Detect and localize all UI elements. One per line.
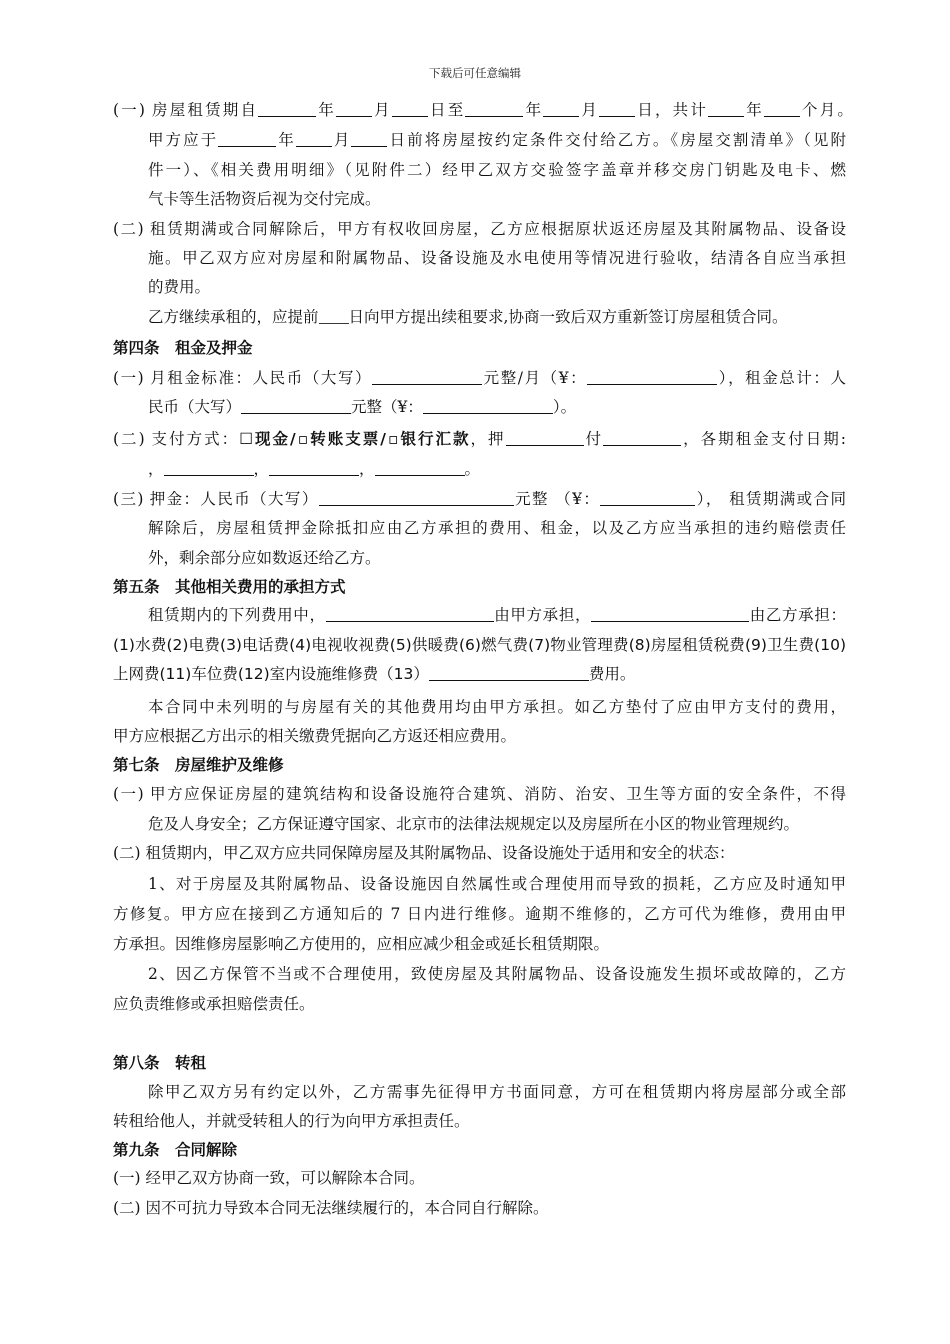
- text-segment: 第九条 合同解除: [113, 1141, 238, 1159]
- text-line: [113, 904, 846, 924]
- text-segment: 解除后，房屋租赁押金除抵扣应由乙方承担的费用、租金，以及乙方应当承担的违约赔偿责任: [148, 519, 846, 537]
- text-segment: ，: [148, 460, 164, 478]
- text-segment: 月: [371, 101, 392, 119]
- fill-in-blank[interactable]: [764, 100, 800, 117]
- section-heading: [113, 755, 284, 775]
- payment-options-text: ☐现金/▫转账支票/▫银行汇款: [239, 430, 471, 448]
- text-segment: 日至: [427, 101, 466, 119]
- fill-in-blank[interactable]: [506, 429, 584, 446]
- page-header: 下载后可任意编辑: [429, 66, 521, 80]
- text-line: [148, 518, 846, 538]
- fill-in-blank[interactable]: [375, 459, 465, 476]
- text-segment: (二) 租赁期内，甲乙双方应共同保障房屋及其附属物品、设备设施处于适用和安全的状态：: [113, 844, 735, 862]
- text-segment: 日向甲方提出续租要求,协商一致后双方重新签订房屋租赁合同。: [348, 308, 788, 326]
- fill-in-blank[interactable]: [351, 130, 387, 147]
- text-line: [113, 994, 315, 1014]
- text-line: [113, 635, 846, 655]
- text-line: [113, 843, 735, 863]
- text-segment: 甲方应根据乙方出示的相关缴费凭据向乙方返还相应费用。: [113, 727, 517, 745]
- text-segment: ，押: [470, 430, 506, 448]
- section-heading: [113, 1053, 206, 1073]
- text-segment: 月: [579, 101, 600, 119]
- text-line: [113, 368, 846, 388]
- fill-in-blank[interactable]: [269, 459, 359, 476]
- text-segment: 月: [331, 131, 352, 149]
- text-segment: 上网费(11)车位费(12)室内设施维修费（13）: [113, 665, 429, 683]
- text-segment: 年: [316, 101, 336, 119]
- text-line: [148, 964, 846, 984]
- fill-in-blank[interactable]: [241, 397, 351, 414]
- fill-in-blank[interactable]: [543, 100, 579, 117]
- text-segment: (一) 甲方应保证房屋的建筑结构和设备设施符合建筑、消防、治安、卫生等方面的安全条件，不得: [113, 785, 846, 803]
- fill-in-blank[interactable]: [600, 489, 695, 506]
- fill-in-blank[interactable]: [218, 130, 276, 147]
- fill-in-blank[interactable]: [319, 489, 514, 506]
- text-line: [113, 1168, 425, 1188]
- text-segment: 危及人身安全；乙方保证遵守国家、北京市的法律法规规定以及房屋所在小区的物业管理规约。: [148, 815, 800, 833]
- text-segment: 方修复。甲方应在接到乙方通知后的 7 日内进行维修。逾期不维修的，乙方可代为维修，费用由甲: [113, 905, 846, 923]
- text-segment: 费用。: [588, 665, 636, 683]
- text-line: [113, 726, 516, 746]
- fill-in-blank[interactable]: [392, 100, 428, 117]
- text-segment: (一) 经甲乙双方协商一致，可以解除本合同。: [113, 1169, 425, 1187]
- text-line: [113, 219, 846, 239]
- text-segment: (二) 租赁期满或合同解除后，甲方有权收回房屋，乙方应根据原状返还房屋及其附属物品、设备设: [113, 220, 846, 238]
- text-segment: 施。甲乙双方应对房屋和附属物品、设备设施及水电使用等情况进行验收，结清各自应当承担: [148, 249, 846, 267]
- text-segment: 日前将房屋按约定条件交付给乙方。《房屋交割清单》（见附: [387, 131, 846, 149]
- text-line: [113, 1198, 549, 1218]
- text-segment: 付: [583, 430, 604, 448]
- text-line: [148, 277, 210, 297]
- text-line: [148, 160, 846, 180]
- text-line: [148, 248, 846, 268]
- text-line: [148, 814, 799, 834]
- text-segment: 元整 （¥：: [513, 490, 601, 508]
- fill-in-blank[interactable]: [423, 397, 553, 414]
- fill-in-blank[interactable]: [603, 429, 681, 446]
- text-line: [113, 100, 853, 120]
- text-segment: 年: [523, 101, 544, 119]
- fill-in-blank[interactable]: [465, 100, 523, 117]
- text-segment: 个月。: [799, 101, 853, 119]
- text-segment: ）。: [552, 398, 577, 416]
- text-segment: 转租给他人，并就受转租人的行为向甲方承担责任。: [113, 1112, 470, 1130]
- text-line: [113, 489, 846, 509]
- text-segment: ）， 租赁期满或合同: [695, 490, 846, 508]
- fill-in-blank[interactable]: [708, 100, 744, 117]
- text-segment: ），租金总计：人: [717, 369, 846, 387]
- text-segment: 年: [744, 101, 764, 119]
- text-segment: 方承担。因维修房屋影响乙方使用的，应相应减少租金或延长租赁期限。: [113, 935, 610, 953]
- text-segment: 第八条 转租: [113, 1054, 207, 1072]
- text-segment: (二) 支付方式：: [113, 430, 240, 448]
- text-segment: 元整/月（¥：: [482, 369, 588, 387]
- text-segment: 应负责维修或承担赔偿责任。: [113, 995, 315, 1013]
- text-segment: 民币（大写）: [148, 398, 242, 416]
- section-heading: [113, 1140, 237, 1160]
- text-segment: 本合同中未列明的与房屋有关的其他费用均由甲方承担。如乙方垫付了应由甲方支付的费用，: [148, 698, 846, 716]
- text-segment: 租赁期内的下列费用中，: [148, 606, 326, 624]
- text-line: [148, 605, 846, 625]
- text-segment: 乙方继续承租的，应提前: [148, 308, 319, 326]
- fill-in-blank[interactable]: [326, 605, 494, 622]
- text-line: [113, 664, 635, 684]
- fill-in-blank[interactable]: [587, 368, 717, 385]
- text-segment: 除甲乙双方另有约定以外，乙方需事先征得甲方书面同意，方可在租赁期内将房屋部分或全部: [148, 1083, 846, 1101]
- text-line: [148, 548, 381, 568]
- text-segment: ，: [253, 460, 270, 478]
- text-segment: 日，共计: [635, 101, 709, 119]
- text-segment: (二) 因不可抗力导致本合同无法继续履行的，本合同自行解除。: [113, 1199, 549, 1217]
- text-segment: (一) 房屋租赁期自: [113, 101, 259, 119]
- text-segment: 件一）、《相关费用明细》（见附件二）经甲乙双方交验签字盖章并移交房门钥匙及电卡、燃: [148, 161, 846, 179]
- section-heading: [113, 338, 253, 358]
- text-line: [148, 1082, 846, 1102]
- fill-in-blank[interactable]: [319, 307, 349, 324]
- text-segment: 第五条 其他相关费用的承担方式: [113, 578, 346, 596]
- text-segment: 由甲方承担，: [493, 606, 592, 624]
- text-line: [113, 429, 846, 449]
- text-segment: 。: [464, 460, 481, 478]
- text-segment: (1)水费(2)电费(3)电话费(4)电视收视费(5)供暖费(6)燃气费(7)物业管理费(8)房屋租赁税费(9)卫生费(10): [113, 636, 846, 654]
- text-line: [148, 307, 787, 327]
- text-segment: ，各期租金支付日期:: [681, 430, 846, 448]
- fill-in-blank[interactable]: [429, 664, 589, 681]
- text-segment: ，: [359, 460, 375, 478]
- text-segment: 的费用。: [148, 278, 211, 296]
- text-line: [148, 397, 576, 417]
- text-segment: 元整（¥：: [351, 398, 423, 416]
- fill-in-blank[interactable]: [336, 100, 372, 117]
- text-segment: 由乙方承担：: [749, 606, 846, 624]
- text-line: [113, 1111, 470, 1131]
- fill-in-blank[interactable]: [372, 368, 482, 385]
- text-segment: (一) 月租金标准：人民币（大写）: [113, 369, 373, 387]
- text-segment: 甲方应于: [148, 131, 219, 149]
- text-line: [148, 697, 846, 717]
- fill-in-blank[interactable]: [599, 100, 635, 117]
- text-segment: 2、因乙方保管不当或不合理使用，致使房屋及其附属物品、设备设施发生损坏或故障的，乙方: [148, 965, 846, 983]
- text-segment: (三) 押金：人民币（大写）: [113, 490, 319, 508]
- fill-in-blank[interactable]: [296, 130, 332, 147]
- fill-in-blank[interactable]: [258, 100, 316, 117]
- text-segment: 气卡等生活物资后视为交付完成。: [148, 190, 381, 208]
- fill-in-blank[interactable]: [164, 459, 254, 476]
- text-line: [148, 130, 846, 150]
- text-segment: 第七条 房屋维护及维修: [113, 756, 284, 774]
- fill-in-blank[interactable]: [591, 605, 749, 622]
- text-line: [113, 934, 609, 954]
- text-segment: 年: [276, 131, 296, 149]
- text-line: [148, 459, 480, 479]
- text-line: [148, 189, 381, 209]
- text-segment: 外，剩余部分应如数返还给乙方。: [148, 549, 381, 567]
- text-segment: 1、对于房屋及其附属物品、设备设施因自然属性或合理使用而导致的损耗，乙方应及时通知甲: [148, 875, 846, 893]
- text-segment: 第四条 租金及押金: [113, 339, 253, 357]
- text-line: [113, 784, 846, 804]
- section-heading: [113, 577, 346, 597]
- text-line: [148, 874, 846, 894]
